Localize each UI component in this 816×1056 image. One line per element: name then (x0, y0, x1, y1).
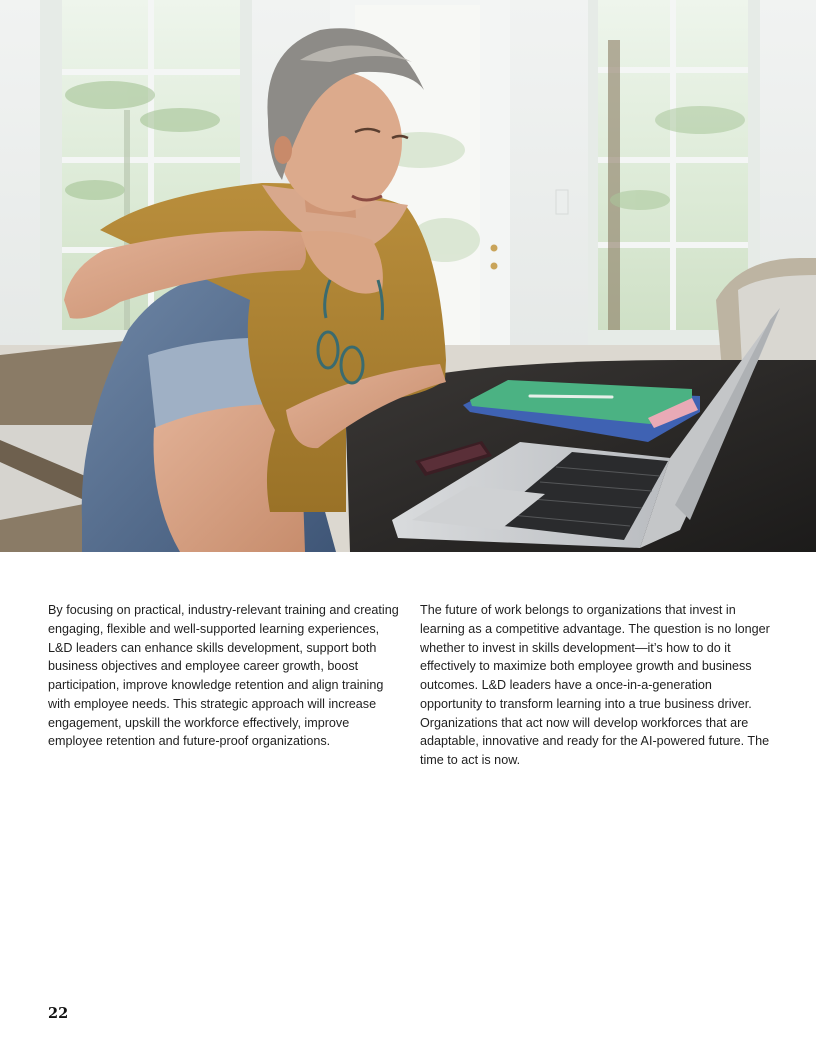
page-number: 22 (48, 1005, 69, 1022)
body-paragraph-right: The future of work belongs to organizations that invest in learning as a competitive advantage. The question is no longer whether to invest in skills development—it’s how to do it effectively to maximize both employee growth and business outcomes. L&D leaders have a once-in-a-generation opportunity to transform learning into a true business driver. Organizations that act now will develop workforces that are adaptable, innovative and ready for the AI-powered future. The time to act is now. (420, 603, 770, 767)
body-paragraph-left: By focusing on practical, industry-relevant training and creating engaging, flexible and well-supported learning experiences, L&D leaders can enhance skills development, support both business objectives and employee career growth, boost participation, improve knowledge retention and align training with employee needs. This strategic approach will increase engagement, upskill the workforce effectively, improve employee retention and future-proof organizations. (48, 603, 399, 749)
